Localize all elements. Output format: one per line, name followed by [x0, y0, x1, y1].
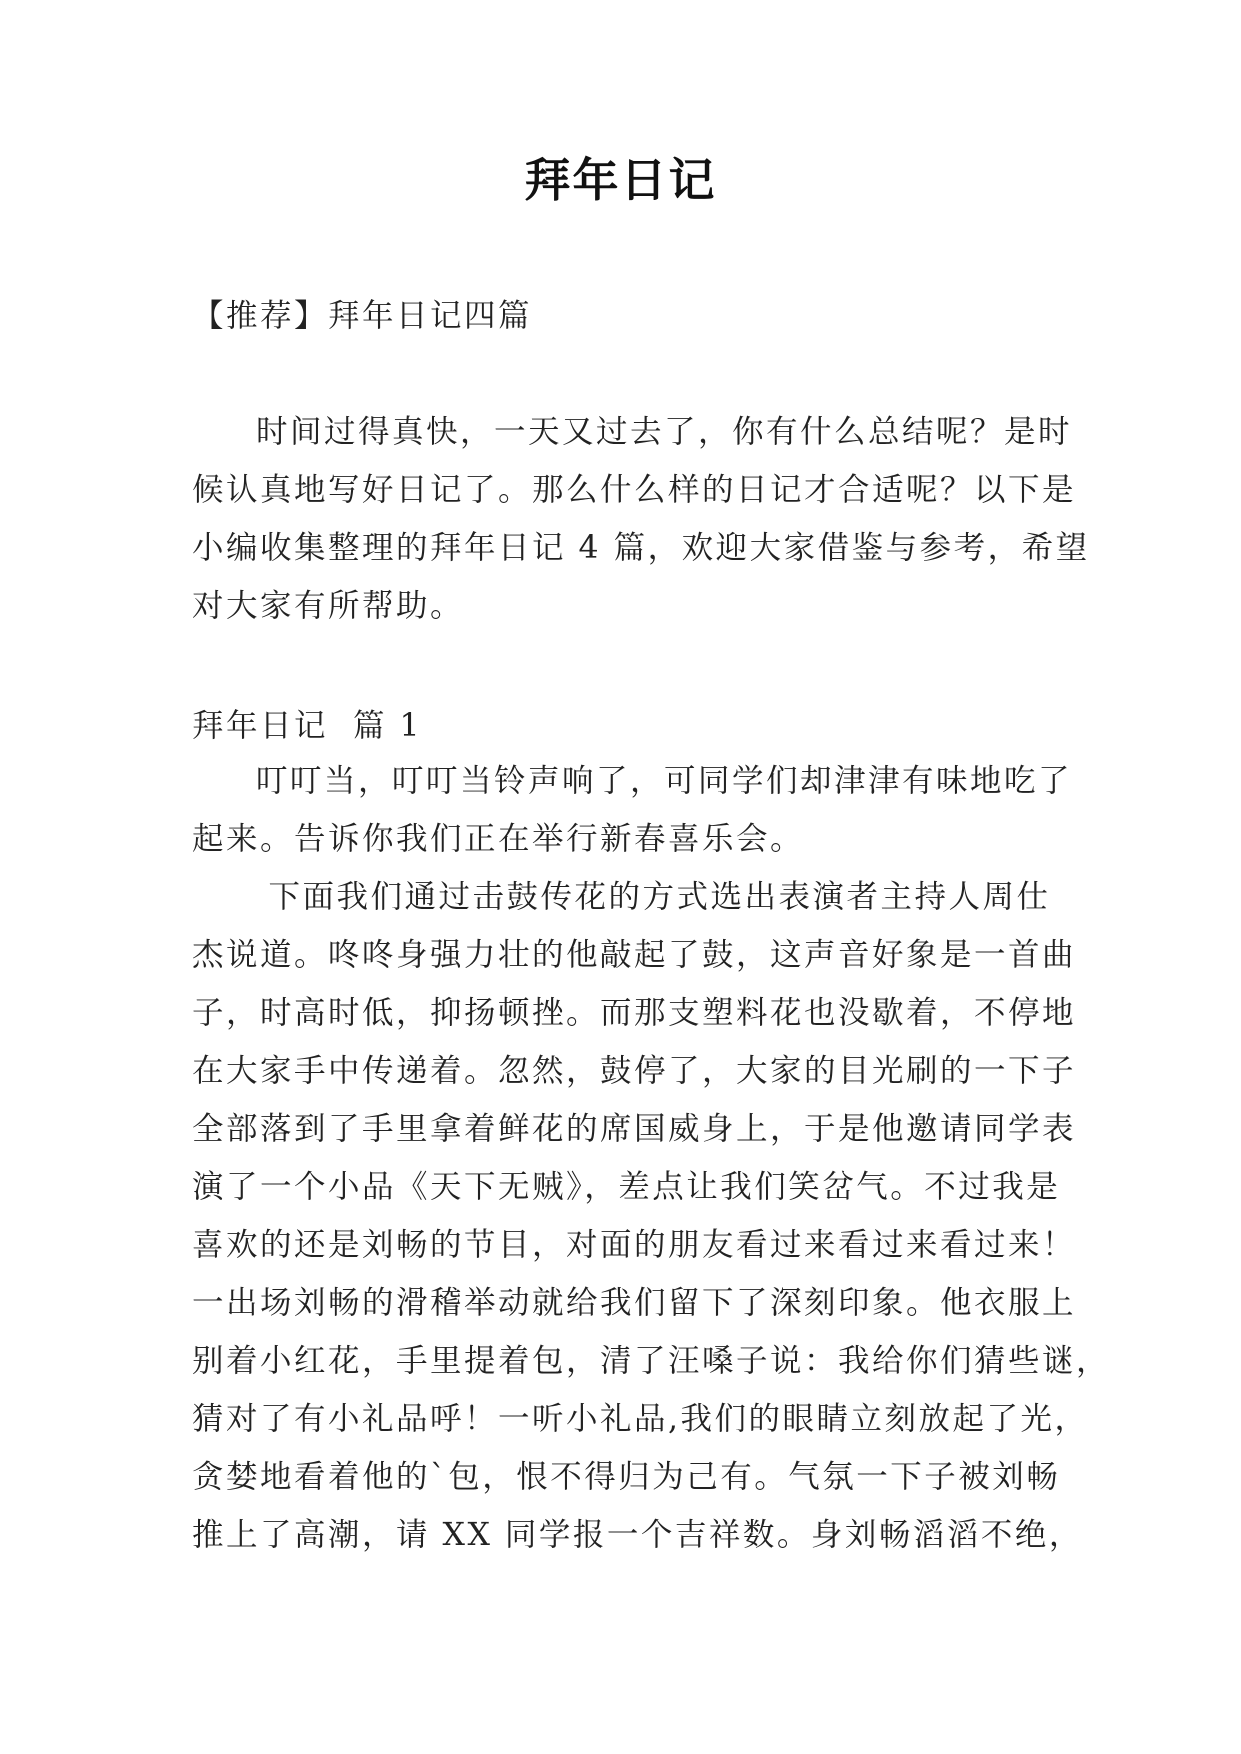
section-heading: [192, 697, 1072, 755]
intro-line: 时间过得真快，一天又过去了，你有什么总结呢？是时: [256, 414, 1073, 450]
subtitle-line: 【推荐】拜年日记四篇: [192, 298, 533, 334]
paragraph-line: 推上了高潮，请 XX 同学报一个吉祥数。身刘畅滔滔不绝，: [192, 1517, 1083, 1553]
document-subtitle: [192, 287, 1072, 345]
paragraph-line: 一出场刘畅的滑稽举动就给我们留下了深刻印象。他衣服上: [192, 1285, 1077, 1321]
paragraph-line: 起来。告诉你我们正在举行新春喜乐会。: [192, 821, 805, 857]
paragraph-line: 演了一个小品《天下无贼》，差点让我们笑岔气。不过我是: [192, 1169, 1061, 1205]
paragraph-line: 叮叮当，叮叮当铃声响了，可同学们却津津有味地吃了: [256, 763, 1073, 799]
section-heading-text: 拜年日记 篇 1: [192, 708, 423, 744]
paragraph-line: 猜对了有小礼品呼！一听小礼品,我们的眼睛立刻放起了光，: [192, 1401, 1089, 1437]
paragraph-1: [192, 752, 1072, 868]
intro-paragraph: [192, 403, 1090, 635]
paragraph-line: 别着小红花，手里提着包，清了汪嗓子说：我给你们猜些谜，: [192, 1343, 1111, 1379]
intro-line: 候认真地写好日记了。那么什么样的日记才合适呢？以下是: [192, 472, 1077, 508]
intro-line: 对大家有所帮助。: [192, 588, 465, 624]
intro-line: 小编收集整理的拜年日记 4 篇，欢迎大家借鉴与参考，希望: [192, 530, 1090, 566]
paragraph-line: 贪婪地看着他的`包，恨不得归为己有。气氛一下子被刘畅: [192, 1459, 1061, 1495]
paragraph-line: 全部落到了手里拿着鲜花的席国威身上，于是他邀请同学表: [192, 1111, 1077, 1147]
paragraph-2: [192, 868, 1111, 1564]
paragraph-line: 喜欢的还是刘畅的节目，对面的朋友看过来看过来看过来！: [192, 1227, 1077, 1263]
paragraph-line: 杰说道。咚咚身强力壮的他敲起了鼓，这声音好象是一首曲: [192, 937, 1077, 973]
paragraph-line: 下面我们通过击鼓传花的方式选出表演者主持人周仕: [256, 879, 1051, 915]
document-title: 拜年日记: [524, 153, 717, 207]
paragraph-line: 子，时高时低，抑扬顿挫。而那支塑料花也没歇着，不停地: [192, 995, 1077, 1031]
paragraph-line: 在大家手中传递着。忽然，鼓停了，大家的目光刷的一下子: [192, 1053, 1077, 1089]
